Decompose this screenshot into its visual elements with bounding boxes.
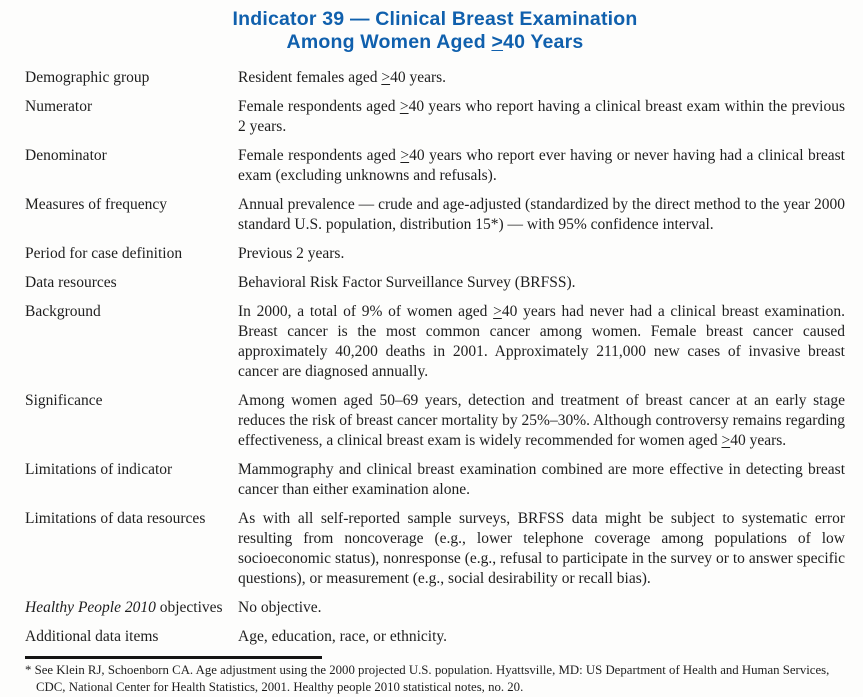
- definition-row: [25, 244, 845, 264]
- row-value: [238, 627, 845, 647]
- page-title: [25, 8, 845, 54]
- row-value: [238, 391, 845, 451]
- table-end-rule: [25, 656, 322, 659]
- geq-symbol: >: [399, 98, 409, 115]
- row-value: [238, 460, 845, 500]
- row-label-segment: Demographic group: [25, 69, 150, 86]
- row-label: [25, 97, 238, 137]
- row-label-segment: Data resources: [25, 274, 117, 291]
- row-label: [25, 509, 238, 589]
- row-value: [238, 68, 845, 88]
- row-value: [238, 302, 845, 382]
- footnote: [25, 662, 845, 696]
- footnote-marker: *: [25, 663, 32, 677]
- footnote-text: See Klein RJ, Schoenborn CA. Age adjustment using the 2000 projected U.S. population. Hyattsville, MD: US Department of Health and Human Services, CDC, National Center for Health Statistics, 2001. Healthy people 2010 statistical notes, no. 20.: [34, 663, 830, 694]
- row-value: [238, 273, 845, 293]
- definition-row: [25, 627, 845, 647]
- row-value-segment: Female respondents aged >40 years who report having a clinical breast exam within the previous 2 years.: [238, 98, 845, 135]
- row-value-segment: Behavioral Risk Factor Surveillance Survey (BRFSS).: [238, 274, 576, 291]
- definition-row: [25, 146, 845, 186]
- row-label: [25, 195, 238, 235]
- row-label: [25, 68, 238, 88]
- row-value: [238, 195, 845, 235]
- page-title-line2: Among Women Aged >40 Years: [286, 31, 584, 53]
- row-label-segment: Period for case definition: [25, 245, 183, 262]
- row-label-italic-segment: Healthy People 2010: [25, 599, 156, 616]
- row-label-segment: Limitations of data resources: [25, 510, 206, 527]
- row-label-segment: Numerator: [25, 98, 93, 115]
- row-value-segment: In 2000, a total of 9% of women aged >40 years had never had a clinical breast examination. Breast cancer is the most common cancer among women. Female breast cancer caused approximately 40,200 deaths in 2001. Approximately 211,000 new cases of invasive breast cancer are diagnosed annually.: [238, 303, 845, 380]
- geq-symbol: >: [400, 147, 410, 164]
- row-label-segment: Measures of frequency: [25, 196, 168, 213]
- row-label-segment: objectives: [155, 599, 223, 616]
- row-value: [238, 244, 845, 264]
- row-value-segment: Resident females aged >40 years.: [238, 69, 447, 86]
- row-label: [25, 598, 238, 618]
- row-label: [25, 244, 238, 264]
- row-label-segment: Significance: [25, 392, 103, 409]
- row-label: [25, 391, 238, 451]
- definition-row: [25, 302, 845, 382]
- definition-row: [25, 195, 845, 235]
- row-value: [238, 97, 845, 137]
- row-value: [238, 146, 845, 186]
- definition-row: [25, 598, 845, 618]
- row-value-segment: Age, education, race, or ethnicity.: [238, 628, 448, 645]
- page-title-line1: Indicator 39 — Clinical Breast Examination: [232, 8, 638, 30]
- row-value-segment: Annual prevalence — crude and age-adjusted (standardized by the direct method to the year 2000 standard U.S. population, distribution 15*) — with 95% confidence interval.: [238, 196, 845, 233]
- geq-symbol: >: [381, 69, 391, 86]
- definition-row: [25, 97, 845, 137]
- definition-row: [25, 460, 845, 500]
- row-label: [25, 627, 238, 647]
- geq-symbol: >: [491, 31, 504, 53]
- definition-row: [25, 68, 845, 88]
- row-value: [238, 598, 845, 618]
- row-value-segment: Female respondents aged >40 years who report ever having or never having had a clinical breast exam (excluding unknowns and refusals).: [238, 147, 845, 184]
- row-label: [25, 302, 238, 382]
- geq-symbol: >: [721, 432, 731, 449]
- row-label: [25, 146, 238, 186]
- row-label: [25, 273, 238, 293]
- row-value-segment: As with all self-reported sample surveys, BRFSS data might be subject to systematic error resulting from noncoverage (e.g., lower telephone coverage among populations of low socioeconomic status), nonresponse (e.g., refusal to participate in the survey or to answer specific questions), or measurement (e.g., social desirability or recall bias).: [238, 510, 845, 587]
- row-label-segment: Additional data items: [25, 628, 159, 645]
- definition-row: [25, 273, 845, 293]
- row-value: [238, 509, 845, 589]
- row-value-segment: Among women aged 50–69 years, detection and treatment of breast cancer at an early stage reduces the risk of breast cancer mortality by 25%–30%. Although controversy remains regarding effectiveness, a clinical breast exam is widely recommended for women aged >40 years.: [238, 392, 845, 449]
- row-label: [25, 460, 238, 500]
- definition-row: [25, 509, 845, 589]
- row-label-segment: Limitations of indicator: [25, 461, 173, 478]
- row-label-segment: Denominator: [25, 147, 107, 164]
- row-value-segment: Previous 2 years.: [238, 245, 345, 262]
- definition-table: [25, 68, 845, 647]
- definition-row: [25, 391, 845, 451]
- geq-symbol: >: [493, 303, 502, 320]
- row-label-segment: Background: [25, 303, 101, 320]
- row-value-segment: No objective.: [238, 599, 322, 616]
- row-value-segment: Mammography and clinical breast examination combined are more effective in detecting breast cancer than either examination alone.: [238, 461, 845, 498]
